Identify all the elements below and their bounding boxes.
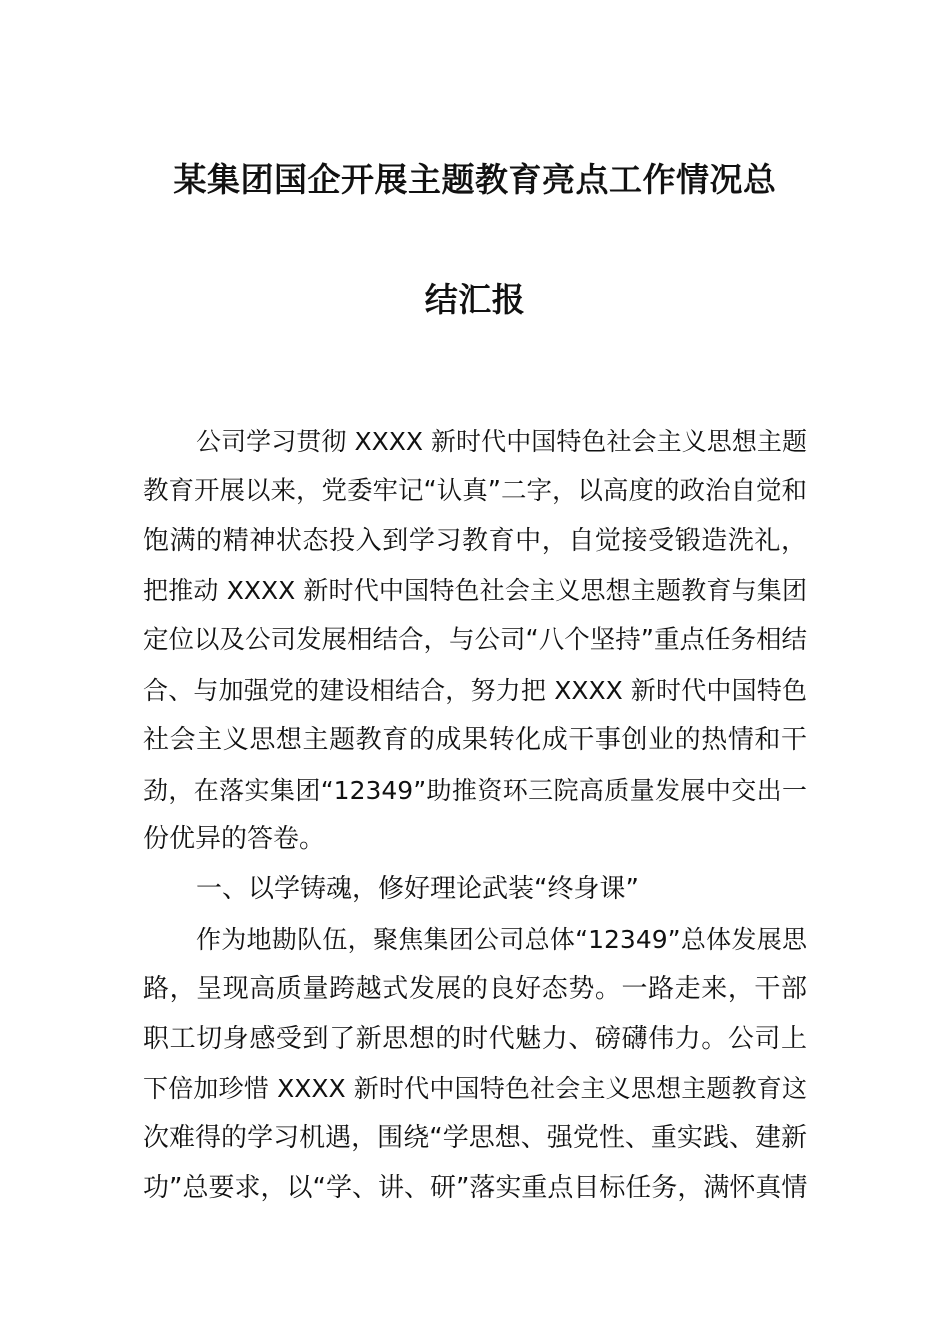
document-title-line-1: 某集团国企开展主题教育亮点工作情况总 [173, 160, 777, 199]
document-title-line-2: 结汇报 [424, 280, 526, 319]
paragraph-1-line: 把推动 XXXX 新时代中国特色社会主义思想主题教育与集团 [143, 576, 807, 606]
paragraph-2-line: 功”总要求，以“学、讲、研”落实重点目标任务，满怀真情 [143, 1172, 808, 1203]
paragraph-2-line: 职工切身感受到了新思想的时代魅力、磅礴伟力。公司上 [143, 1023, 807, 1054]
paragraph-2-line: 次难得的学习机遇，围绕“学思想、强党性、重实践、建新 [143, 1123, 807, 1154]
paragraph-1-line: 公司学习贯彻 XXXX 新时代中国特色社会主义思想主题 [196, 427, 807, 456]
paragraph-1-line: 教育开展以来，党委牢记“认真”二字，以高度的政治自觉和 [143, 475, 807, 506]
paragraph-1-line: 份优异的答卷。 [143, 824, 326, 855]
paragraph-1-line: 劲，在落实集团“12349”助推资环三院高质量发展中交出一 [143, 775, 807, 805]
paragraph-1-line: 定位以及公司发展相结合，与公司“八个坚持”重点任务相结 [143, 625, 807, 656]
section-heading-1: 一、以学铸魂，修好理论武装“终身课” [196, 874, 639, 905]
paragraph-1-line: 社会主义思想主题教育的成果转化成干事创业的热情和干 [143, 724, 807, 755]
paragraph-2-line: 下倍加珍惜 XXXX 新时代中国特色社会主义思想主题教育这 [143, 1074, 807, 1104]
document-body [143, 417, 807, 1214]
paragraph-1-line: 饱满的精神状态投入到学习教育中，自觉接受锻造洗礼， [143, 525, 807, 556]
paragraph-1-line: 合、与加强党的建设相结合，努力把 XXXX 新时代中国特色 [143, 675, 807, 705]
paragraph-2-line: 作为地勘队伍，聚焦集团公司总体“12349”总体发展思 [196, 924, 807, 954]
paragraph-2-line: 路，呈现高质量跨越式发展的良好态势。一路走来，干部 [143, 973, 807, 1004]
